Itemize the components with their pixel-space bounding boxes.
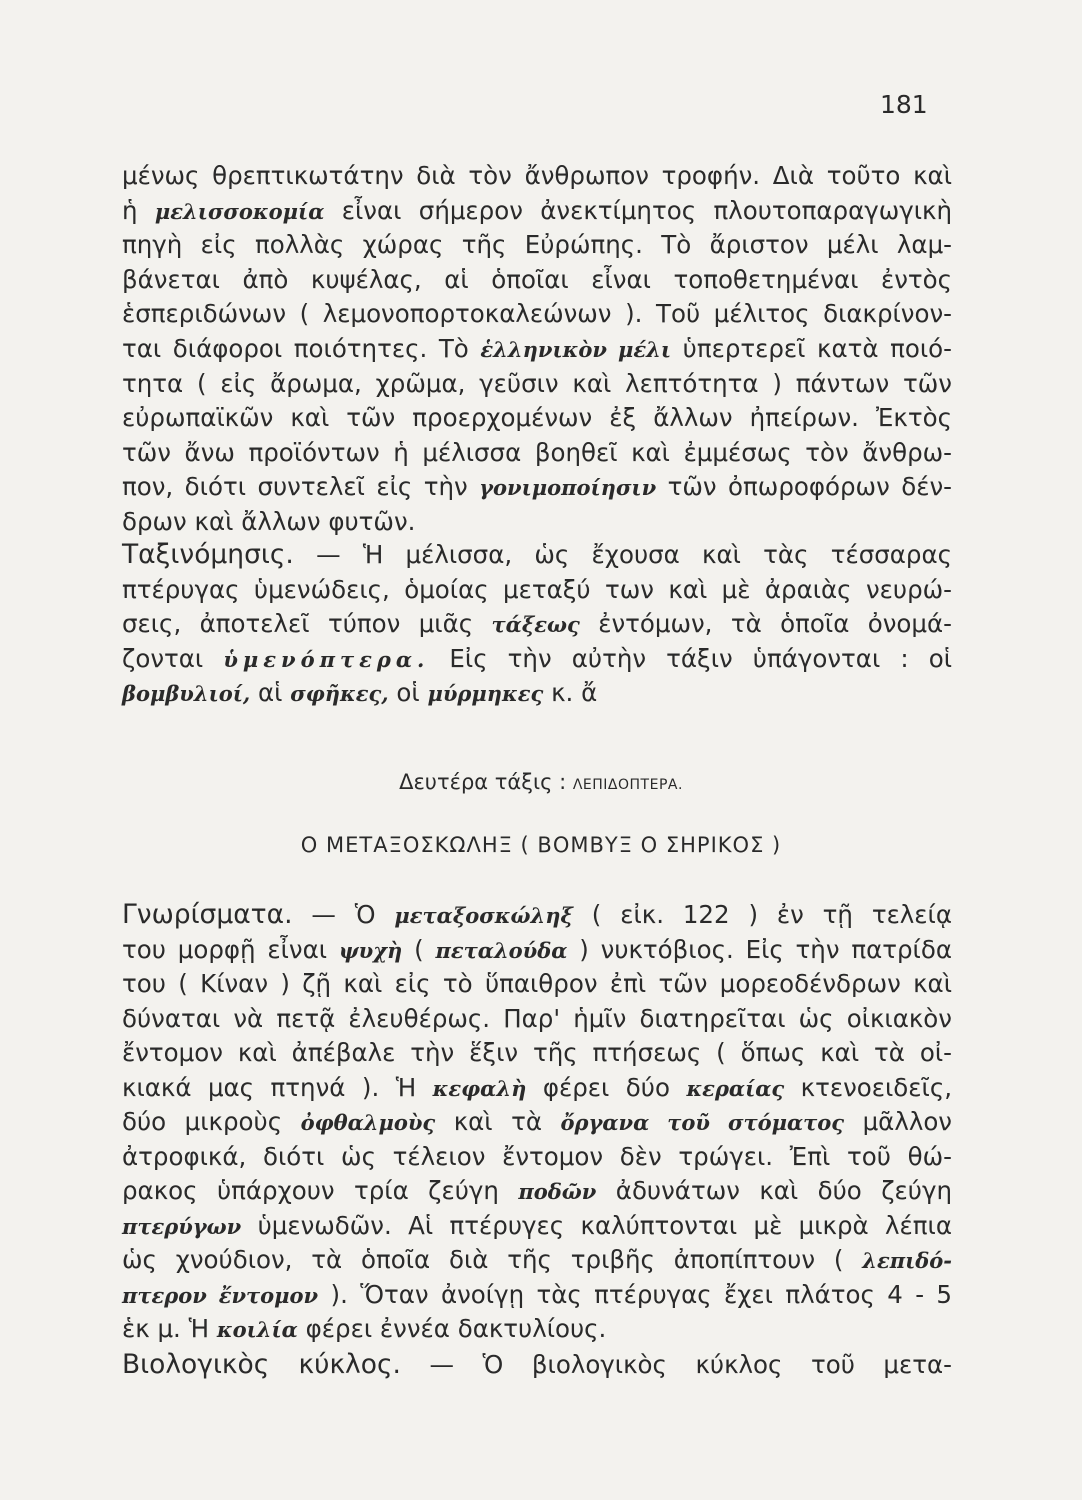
text-line [122,1004,952,1034]
text-run: κιακά μας πτηνά ). Ἡ [122,1072,433,1102]
text-run: ὡς χνούδιον, τὰ ὁποῖα διὰ τῆς τριβῆς ἀποπίπτουν ( [122,1245,863,1274]
emphasis-text: γονιμοποίησιν [479,475,657,501]
text-run: — Ἡ μέλισσα, ὡς ἔχουσα καὶ τὰς τέσσαρας [293,540,952,569]
emphasis-text: ποδῶν [518,1179,597,1204]
text-line [122,575,952,605]
text-run: ἡ [122,195,155,225]
text-line [122,1107,952,1138]
emphasis-text: ὀφθαλμοὺς [300,1110,436,1135]
emphasis-text: κεφαλὴ [432,1075,527,1101]
emphasis-text: πτερον ἔντομον [122,1282,319,1308]
text-run: τητα ( εἰς ἄρωμα, χρῶμα, γεῦσιν καὶ λεπτότητα ) πάντων τῶν [122,368,952,398]
text-line [122,540,952,570]
text-run: πον, διότι συντελεῖ εἰς τὴν [122,472,480,502]
text-run: καὶ τὰ [435,1107,561,1136]
text-run: βάνεται ἀπὸ κυψέλας, αἱ ὁποῖαι εἶναι τοποθετημέναι ἐντὸς [122,264,952,294]
emphasis-text: πεταλούδα [435,937,568,963]
emphasis-text: πτερύγων [122,1213,242,1239]
text-line [122,935,952,966]
text-line [122,230,952,260]
text-run: εἶναι σήμερον ἀνεκτίμητος πλουτοπαραγωγικὴ [324,195,952,225]
text-line [122,609,952,640]
text-run: ἀτροφικά, διότι ὡς τέλειον ἔντομον δὲν τρώγει. Ἐπὶ τοῦ θώ- [122,1141,952,1171]
text-run: ὑπερτερεῖ κατὰ ποιό- [671,334,952,363]
text-run: δύο μικροὺς [122,1107,301,1136]
text-line [122,1176,952,1207]
text-line [122,1142,952,1172]
text-line [122,438,952,468]
text-line [122,1073,952,1104]
text-run: φέρει δύο [526,1072,687,1102]
text-run: μένως θρεπτικωτάτην διὰ τὸν ἄνθρωπον τροφήν. Διὰ τοῦτο καὶ [122,161,952,190]
text-line [122,472,952,503]
text-run: ζονται [122,643,224,673]
text-run: μᾶλλον [844,1107,952,1136]
emphasis-text: λεπιδό- [862,1248,952,1273]
text-line [122,1038,952,1068]
text-run: ἐντόμων, τὰ ὁποῖα ὀνομά- [579,609,952,638]
text-line [122,678,952,709]
text-run: ρακος ὑπάρχουν τρία ζεύγη [122,1176,519,1205]
text-line [122,403,952,433]
text-run: ) νυκτόβιος. Εἰς τὴν πατρίδα [567,934,952,964]
text-line [122,265,952,295]
text-run: πηγὴ εἰς πολλὰς χώρας τῆς Εὐρώπης. Τὸ ἄριστον μέλι λαμ- [122,230,952,260]
text-line [122,1211,952,1242]
text-line [122,369,952,399]
text-run: εὐρωπαϊκῶν καὶ τῶν προερχομένων ἐξ ἄλλων ἠπείρων. Ἐκτὸς [122,403,952,433]
spaced-emphasis-text: ὑμενόπτερα. [223,646,430,672]
text-run: κ. ἄ [543,678,598,707]
text-line [122,644,952,675]
chapter-title: Ο ΜΕΤΑΞΟΣΚΩΛΗΞ ( ΒΟΜΒΥΞ Ο ΣΗΡΙΚΟΣ ) [300,833,782,857]
text-run: οἱ [388,678,428,707]
text-run: — Ὁ βιολογικὸς κύκλος τοῦ μετα- [400,1350,953,1379]
text-run: σεις, ἀποτελεῖ τύπον μιᾶς [122,609,492,638]
run-in-heading: Βιολογικὸς κύκλος. [122,1349,401,1380]
run-in-heading: Γνωρίσματα. [122,899,293,930]
text-run: ὑμενωδῶν. Αἱ πτέρυγες καλύπτονται μὲ μικρὰ λέπια [241,1210,952,1240]
emphasis-text: ψυχὴ [338,937,403,963]
text-line [122,334,952,365]
text-run: — Ὁ [292,900,395,929]
text-run: Εἰς τὴν αὐτὴν τάξιν ὑπάγονται : οἱ [429,643,952,673]
order-heading [0,770,1082,794]
text-run: αἱ [250,678,291,707]
page-number: 181 [880,90,928,119]
emphasis-text: μελισσοκομία [154,198,325,224]
text-line [122,900,952,931]
text-run: του ( Κίναν ) ζῇ καὶ εἰς τὸ ὕπαιθρον ἐπὶ τῶν μορεοδένδρων καὶ [122,969,952,998]
text-run: ( εἰκ. 122 ) ἐν τῇ τελείᾳ [572,900,952,929]
order-heading-prefix: Δευτέρα τάξις : [399,770,573,794]
emphasis-text: κεραίας [686,1075,785,1101]
text-run: ἀδυνάτων καὶ δύο ζεύγη [596,1176,953,1205]
text-run: φέρει ἐννέα δακτυλίους. [297,1314,607,1343]
emphasis-text: ὄργανα τοῦ στόματος [560,1110,845,1135]
order-heading-name: ΛΕΠΙΔΟΠΤΕΡΑ. [572,777,683,793]
text-run: ἑκ μ. Ἡ [122,1314,217,1343]
emphasis-text: βομβυλιοί, [122,681,251,706]
text-run: δρων καὶ ἄλλων φυτῶν. [122,507,416,536]
text-run: δύναται νὰ πετᾷ ἐλευθέρως. Παρ' ἡμῖν διατηρεῖται ὡς οἰκιακὸν [122,1003,952,1033]
emphasis-text: ἑλληνικὸν μέλι [480,337,672,362]
text-line [122,1245,952,1276]
text-run: ἔντομον καὶ ἀπέβαλε τὴν ἕξιν τῆς πτήσεως ( ὅπως καὶ τὰ οἰ- [122,1038,952,1067]
text-line [122,1314,952,1345]
emphasis-text: μύρμηκες [427,681,544,706]
text-run: ται διάφοροι ποιότητες. Τὸ [122,334,481,363]
text-run: πτέρυγας ὑμενώδεις, ὁμοίας μεταξύ των καὶ μὲ ἀραιὰς νευρώ- [122,574,952,604]
text-run: κτενοειδεῖς, [784,1072,952,1102]
text-line [122,507,952,537]
text-run: ( [402,934,436,964]
text-run: ). Ὅταν ἀνοίγῃ τὰς πτέρυγας ἔχει πλάτος 4 - 5 [318,1279,952,1309]
text-run: του μορφῇ εἶναι [122,934,339,964]
text-line [122,161,952,191]
text-line [122,1280,952,1311]
text-run: ἑσπεριδώνων ( λεμονοπορτοκαλεώνων ). Τοῦ μέλιτος διακρίνον- [122,299,952,329]
text-line [122,1350,952,1380]
emphasis-text: σφῆκες, [290,681,389,706]
run-in-heading: Ταξινόμησις. [122,539,294,570]
emphasis-text: κοιλία [216,1317,298,1342]
text-line [122,196,952,227]
emphasis-text: μεταξοσκώληξ [394,903,573,928]
text-run: τῶν ὀπωροφόρων δέν- [656,472,952,502]
text-line [122,969,952,999]
text-run: τῶν ἄνω προϊόντων ἡ μέλισσα βοηθεῖ καὶ ἐμμέσως τὸν ἄνθρω- [122,437,952,467]
emphasis-text: τάξεως [491,612,580,637]
text-line [122,299,952,329]
